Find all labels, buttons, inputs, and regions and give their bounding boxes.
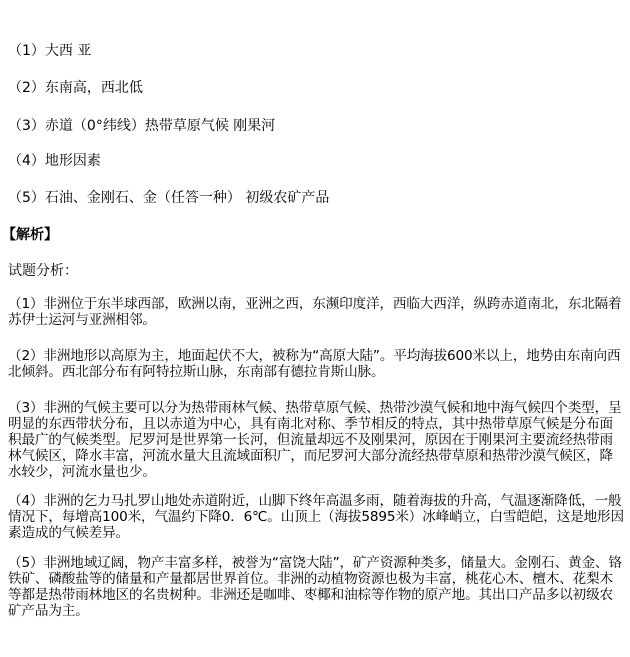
answer-line-2: （2）东南高，西北低 <box>8 80 143 96</box>
analysis-heading: 【解析】 <box>2 227 58 243</box>
answer-line-3: （3）赤道（0°纬线）热带草原气候 刚果河 <box>8 118 276 134</box>
answer-line-4: （4）地形因素 <box>8 153 101 169</box>
analysis-paragraph-3: （3）非洲的气候主要可以分为热带雨林气候、热带草原气候、热带沙漠气候和地中海气候四个类型，呈明显的东西带状分布，且以赤道为中心，具有南北对称、季节相反的特点，其中热带草原气候是分布面积最广的气候类型。尼罗河是世界第一长河，但流量却远不及刚果河，原因在于刚果河主要流经热带雨林气候区，降水丰富，河流水量大且流域面积广，而尼罗河大部分流经热带草原和热带沙漠气候区，降水较少，河流水量也少。 <box>8 400 622 480</box>
answer-line-5: （5）石油、金刚石、金（任答一种） 初级农矿产品 <box>8 190 330 206</box>
analysis-paragraph-5: （5）非洲地域辽阔，物产丰富多样，被誉为“富饶大陆”，矿产资源种类多，储量大。金刚石、黄金、铬铁矿、磷酸盐等的储量和产量都居世界首位。非洲的动植物资源也极为丰富，桃花心木、檀木、花梨木等都是热带雨林地区的名贵树种。非洲还是咖啡、枣椰和油棕等作物的原产地。其出口产品多以初级农矿产品为主。 <box>8 555 622 619</box>
answer-line-1: （1）大西 亚 <box>8 43 92 59</box>
analysis-paragraph-4: （4）非洲的乞力马扎罗山地处赤道附近，山脚下终年高温多雨，随着海拔的升高，气温逐渐降低，一般情况下，每增高100米，气温约下降0．6℃。山顶上（海拔5895米）冰峰峭立，白雪皑皑，这是地形因素造成的气候差异。 <box>8 493 624 541</box>
analysis-intro: 试题分析： <box>8 263 78 279</box>
analysis-paragraph-1: （1）非洲位于东半球西部，欧洲以南，亚洲之西，东濒印度洋，西临大西洋，纵跨赤道南北，东北隔着苏伊士运河与亚洲相邻。 <box>8 296 622 328</box>
analysis-paragraph-2: （2）非洲地形以高原为主，地面起伏不大，被称为“高原大陆”。平均海拔600米以上，地势由东南向西北倾斜。西北部分布有阿特拉斯山脉，东南部有德拉肯斯山脉。 <box>8 348 621 380</box>
